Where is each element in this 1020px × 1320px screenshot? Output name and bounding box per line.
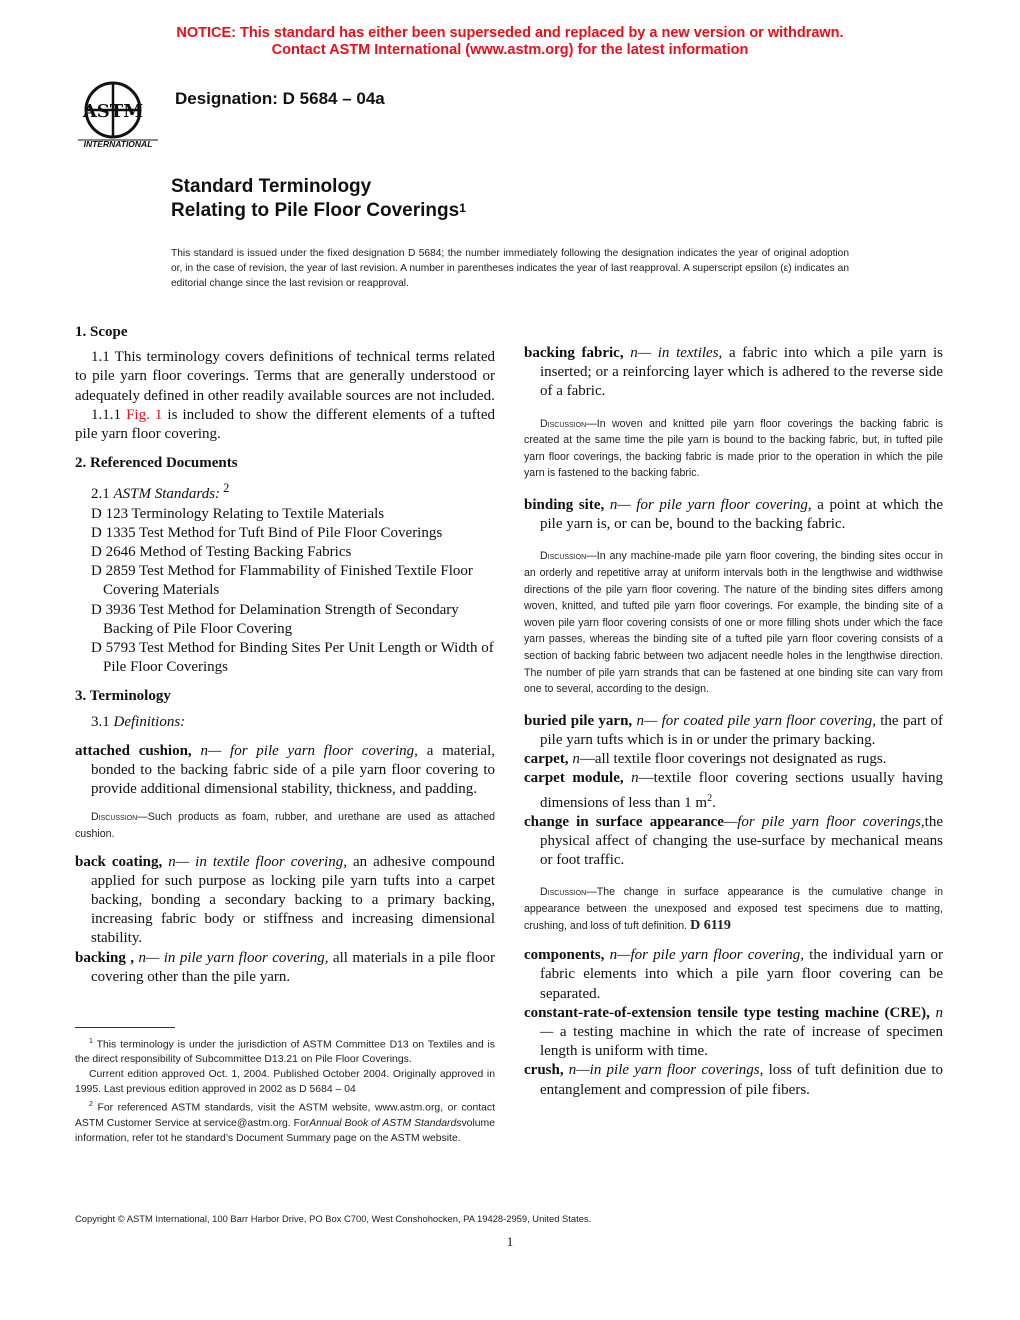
reference-item: D 3936 Test Method for Delamination Strength of Secondary Backing of Pile Floor Covering <box>91 601 459 637</box>
section-terminology-heading: 3. Terminology <box>75 688 171 705</box>
definition-change-surface <box>524 813 943 871</box>
footnote-1-marker: 1 <box>89 1038 93 1045</box>
section-referenced-heading: 2. Referenced Documents <box>75 455 238 472</box>
discussion-text: —In any machine-made pile yarn floor covering, the binding sites occur in an orderly and repetitive array at uniform intervals both in the lengthwise and widthwise directions of the pile yarn floor covering. The nature of the binding sites differs among woven, knitted, and tufted pile yarn floor coverings. For example, the binding site of a woven pile yarn floor covering consists of one or more filling shots under which the face yarn passes, whereas the binding site of a tufted pile yarn floor covering consists of a section of backing fabric between two adjacent needle holes in the lengthwise direction. The number of pile yarn strands that can be fastened at one binding site can vary from one to several, according to the design. <box>524 550 943 696</box>
definition-backing <box>75 949 495 987</box>
right-column <box>524 344 943 1100</box>
field: —for pile yarn floor coverings, <box>723 813 925 830</box>
definition-text: loss of tuft definition due to entanglement and compression of pile fibers. <box>540 1062 943 1098</box>
field: in textile floor covering, <box>189 853 347 870</box>
footnote-1 <box>75 1034 495 1067</box>
footnote-2-text: For referenced ASTM standards, visit the ASTM website, www.astm.org, or contact ASTM Customer Service at service@astm.org. For <box>75 1102 495 1129</box>
field: for pile yarn floor covering, <box>630 947 805 964</box>
term: components, <box>524 947 605 964</box>
term: binding site, <box>524 496 605 513</box>
reference-item: D 2646 Method of Testing Backing Fabrics <box>91 544 352 561</box>
notice-line-2: Contact ASTM International (www.astm.org) for the latest information <box>271 42 749 58</box>
discussion-backing-fabric <box>524 416 943 482</box>
field: in pile yarn floor coverings, <box>589 1062 764 1079</box>
notice-line-1: NOTICE: This standard has either been superseded and replaced by a new version or withdrawn. <box>176 25 844 41</box>
part-of-speech: n— <box>191 742 222 759</box>
reference-item: D 123 Terminology Relating to Textile Materials <box>91 505 385 522</box>
reference-item: D 2859 Test Method for Flammability of Finished Textile Floor Covering Materials <box>91 563 473 599</box>
title-line-2-text: Relating to Pile Floor Coverings <box>171 200 460 221</box>
field: for pile yarn floor covering, <box>630 496 812 513</box>
definition-back-coating <box>75 853 495 949</box>
definition-text: an adhesive compound applied for such purpose as locking pile yarn tufts into a carpet backing, bonding a secondary backing to a primary backing, increasing fabric body or stiffness and increasing dimensional stability. <box>91 853 495 947</box>
discussion-text: —In woven and knitted pile yarn floor coverings the backing fabric is created at the same time the pile yarn is bound to the backing fabric, but, in tufted pile yarn floor coverings, the backing fabric is made prior to the operation in which the pile yarn is fastened to the backing fabric. <box>524 417 943 480</box>
footnote-rule <box>75 1027 175 1028</box>
definition-text: a fabric into which a pile yarn is inserted; or a reinforcing layer which is adhered to the reverse side of a fabric. <box>540 345 943 400</box>
part-of-speech: n— <box>632 712 658 729</box>
term: change in surface appearance <box>524 813 724 830</box>
fig-1-link[interactable]: Fig. 1 <box>126 406 163 423</box>
definition-attached-cushion <box>75 742 495 800</box>
issuance-note: This standard is issued under the fixed designation D 5684; the number immediately following the designation indicates the year of original adoption or, in the case of revision, the year of last revision. A number in parentheses indicates the year of last reapproval. A superscript epsilon (ε) indicates an editorial change since the last revision or reapproval. <box>171 248 849 289</box>
field: for pile yarn floor covering, <box>221 742 418 759</box>
definition-cre <box>524 1004 943 1062</box>
part-of-speech: n <box>568 751 580 768</box>
part-of-speech: n— <box>623 345 652 361</box>
definitions-text: Definitions: <box>113 713 186 730</box>
term: carpet module, <box>524 770 624 787</box>
term: backing fabric, <box>524 345 624 361</box>
footnote-2 <box>75 1097 495 1145</box>
footnote-2-marker: 2 <box>89 1101 93 1109</box>
part-of-speech: n— <box>563 1062 590 1079</box>
definition-binding-site <box>524 496 943 534</box>
term: back coating, <box>75 853 163 870</box>
astm-standards-label <box>91 479 495 504</box>
field: in pile yarn floor covering, <box>159 949 329 966</box>
term: backing , <box>75 949 135 966</box>
title-line-2 <box>171 199 466 223</box>
page-number: 1 <box>506 1234 514 1249</box>
part-of-speech: n— <box>604 947 631 964</box>
refdocs-num: 2.1 <box>91 486 114 503</box>
source-reference: D 6119 <box>690 917 731 933</box>
definition-text: the part of pile yarn tufts which is in or under the primary backing. <box>540 712 943 748</box>
document-title <box>171 175 466 223</box>
discussion-label: Discussion <box>91 811 138 824</box>
footnote-1b: Current edition approved Oct. 1, 2004. Published October 2004. Originally approved in 1995. Last previous edition approved in 2002 as D 5684 – 04 <box>75 1069 495 1096</box>
footnote-2-italic: Annual Book of ASTM Standards <box>309 1117 462 1129</box>
definition-text: the physical affect of changing the use-surface by mechanical means or foot traffic. <box>540 813 943 869</box>
discussion-binding-site <box>524 548 943 697</box>
discussion-attached-cushion <box>75 809 495 842</box>
footnote-2-tail: volume information, refer tot he standard’s Document Summary page on the ASTM website. <box>75 1117 495 1144</box>
designation: Designation: D 5684 – 04a <box>175 89 385 108</box>
definitions-num: 3.1 <box>91 713 114 730</box>
withdrawal-notice <box>0 25 1020 59</box>
term: carpet, <box>524 751 569 768</box>
definition-text: —all textile floor coverings not designated as rugs. <box>579 751 887 768</box>
scope-p2-num: 1.1.1 <box>91 406 127 423</box>
title-footnote-ref: 1 <box>459 201 466 215</box>
definition-buried-pile-yarn <box>524 712 943 750</box>
term: crush, <box>524 1062 564 1079</box>
part-of-speech: n <box>623 770 639 787</box>
reference-item: D 1335 Test Method for Tuft Bind of Pile Floor Coverings <box>91 524 443 541</box>
definition-text: a testing machine in which the rate of increase of specimen length is uniform with time. <box>540 1023 943 1060</box>
field: for coated pile yarn floor covering, <box>657 712 876 729</box>
left-column <box>75 323 495 987</box>
footnote-1-text: This terminology is under the jurisdiction of ASTM Committee D13 on Textiles and is the direct responsibility of Subcommittee D13.21 on Pile Floor Coverings. <box>75 1039 495 1066</box>
discussion-text: —Such products as foam, rubber, and urethane are used as attached cushion. <box>75 811 495 841</box>
definition-components <box>524 946 943 1004</box>
definition-carpet-module <box>524 769 943 812</box>
logo-subtext: INTERNATIONAL <box>83 139 153 149</box>
definition-carpet <box>524 750 943 769</box>
discussion-label: Discussion <box>540 550 587 563</box>
definition-text: a point at which the pile yarn is, or can be, bound to the backing fabric. <box>540 496 943 533</box>
definition-text: —textile floor covering sections usually having dimensions of less than 1 m <box>540 770 943 811</box>
term: buried pile yarn, <box>524 712 633 729</box>
refdocs-footnote-ref: 2 <box>220 481 230 496</box>
copyright: Copyright © ASTM International, 100 Barr Harbor Drive, PO Box C700, West Conshohocken, PA 19428-2959, United States. <box>75 1213 592 1224</box>
scope-paragraph-1: 1.1 This terminology covers definitions of technical terms related to pile yarn floor coverings. Terms that are generally understood or adequately defined in other readily available sources are not included. <box>75 349 495 404</box>
superscript: 2 <box>707 792 713 804</box>
refdocs-label: ASTM Standards: <box>113 486 221 503</box>
field: in textiles, <box>651 345 723 361</box>
definition-text: all materials in a pile floor covering other than the pile yarn. <box>91 949 495 985</box>
definitions-label <box>91 713 495 732</box>
definition-backing-fabric <box>524 344 943 402</box>
part-of-speech: n— <box>540 1004 943 1040</box>
term: constant-rate-of-extension tensile type testing machine (CRE), <box>524 1004 930 1021</box>
section-scope-heading: 1. Scope <box>75 324 128 340</box>
term: attached cushion, <box>75 742 192 759</box>
title-line-1: Standard Terminology <box>171 176 372 197</box>
reference-item: D 5793 Test Method for Binding Sites Per Unit Length or Width of Pile Floor Coverings <box>91 640 494 676</box>
definition-text: a material, bonded to the backing fabric side of a pile yarn floor covering to provide additional dimensional stability, thickness, and padding. <box>91 742 495 798</box>
discussion-text: —The change in surface appearance is the cumulative change in appearance between the unexposed and exposed test specimens due to matting, crushing, and loss of tuft definition. <box>524 886 943 932</box>
logo-text: ASTM <box>82 101 144 122</box>
discussion-label: Discussion <box>540 886 587 899</box>
scope-paragraph-2 <box>75 406 495 444</box>
astm-logo <box>73 76 163 152</box>
discussion-label: Discussion <box>540 417 587 430</box>
definition-crush <box>524 1061 943 1099</box>
part-of-speech: n— <box>604 496 631 513</box>
part-of-speech: n— <box>134 949 160 966</box>
footnotes <box>75 1034 495 1146</box>
discussion-change-surface <box>524 884 943 934</box>
definition-tail: . <box>712 794 716 811</box>
scope-p2-text: is included to show the different elements of a tufted pile yarn floor covering. <box>75 406 496 443</box>
part-of-speech: n— <box>162 853 190 870</box>
definition-text: the individual yarn or fabric elements into which a pile yarn floor covering can be separated. <box>540 947 943 1002</box>
